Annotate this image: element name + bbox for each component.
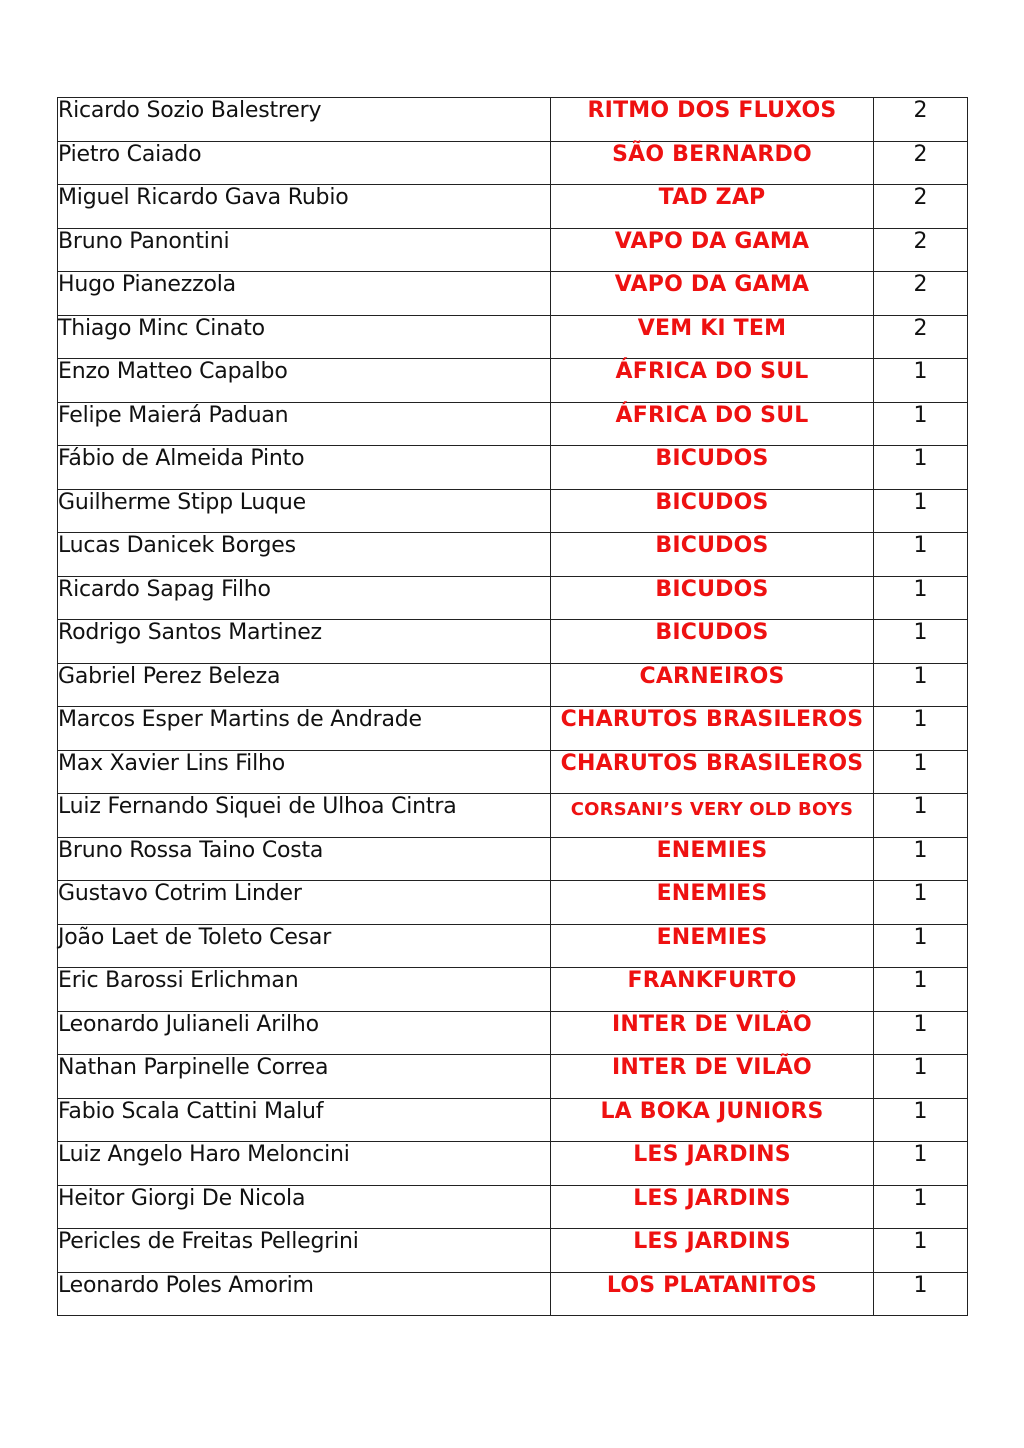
team-name-cell: LES JARDINS <box>551 1185 874 1229</box>
team-name-cell: BICUDOS <box>551 489 874 533</box>
team-name-cell: ENEMIES <box>551 924 874 968</box>
team-name-cell: TAD ZAP <box>551 185 874 229</box>
player-name-cell: Enzo Matteo Capalbo <box>58 359 551 403</box>
team-name-cell: LES JARDINS <box>551 1142 874 1186</box>
table-row <box>58 750 968 794</box>
table-row <box>58 359 968 403</box>
table-row <box>58 881 968 925</box>
goals-count-cell: 2 <box>874 141 968 185</box>
team-name-cell: FRANKFURTO <box>551 968 874 1012</box>
table-row <box>58 228 968 272</box>
goals-count-cell: 1 <box>874 1229 968 1273</box>
table-row <box>58 837 968 881</box>
team-name-cell: CHARUTOS BRASILEROS <box>551 707 874 751</box>
team-name-cell: ENEMIES <box>551 881 874 925</box>
player-name-cell: Miguel Ricardo Gava Rubio <box>58 185 551 229</box>
team-name-cell: INTER DE VILÃO <box>551 1011 874 1055</box>
goals-count-cell: 1 <box>874 402 968 446</box>
goals-count-cell: 1 <box>874 924 968 968</box>
goals-count-cell: 1 <box>874 359 968 403</box>
table-row <box>58 1185 968 1229</box>
goals-count-cell: 1 <box>874 1185 968 1229</box>
table-row <box>58 794 968 838</box>
team-name-cell: CHARUTOS BRASILEROS <box>551 750 874 794</box>
player-name-cell: Leonardo Poles Amorim <box>58 1272 551 1316</box>
player-name-cell: Ricardo Sozio Balestrery <box>58 98 551 142</box>
team-name-cell: LOS PLATANITOS <box>551 1272 874 1316</box>
team-name-cell: ÁFRICA DO SUL <box>551 402 874 446</box>
goals-count-cell: 1 <box>874 1011 968 1055</box>
team-name-cell: VEM KI TEM <box>551 315 874 359</box>
goals-count-cell: 1 <box>874 750 968 794</box>
goals-count-cell: 1 <box>874 489 968 533</box>
player-name-cell: Gustavo Cotrim Linder <box>58 881 551 925</box>
goals-count-cell: 2 <box>874 315 968 359</box>
team-name-cell: ENEMIES <box>551 837 874 881</box>
table-row <box>58 663 968 707</box>
player-name-cell: Bruno Rossa Taino Costa <box>58 837 551 881</box>
team-name-cell: SÃO BERNARDO <box>551 141 874 185</box>
goals-count-cell: 1 <box>874 620 968 664</box>
player-name-cell: Pericles de Freitas Pellegrini <box>58 1229 551 1273</box>
goals-count-cell: 1 <box>874 1055 968 1099</box>
team-name-cell: RITMO DOS FLUXOS <box>551 98 874 142</box>
team-name-cell: BICUDOS <box>551 576 874 620</box>
goals-count-cell: 2 <box>874 185 968 229</box>
team-name-cell: VAPO DA GAMA <box>551 228 874 272</box>
player-name-cell: João Laet de Toleto Cesar <box>58 924 551 968</box>
goals-count-cell: 1 <box>874 446 968 490</box>
goals-count-cell: 1 <box>874 663 968 707</box>
player-name-cell: Heitor Giorgi De Nicola <box>58 1185 551 1229</box>
table-row <box>58 98 968 142</box>
table-row <box>58 1055 968 1099</box>
table-row <box>58 446 968 490</box>
team-name-cell: LES JARDINS <box>551 1229 874 1273</box>
team-name-cell: VAPO DA GAMA <box>551 272 874 316</box>
goals-count-cell: 1 <box>874 1142 968 1186</box>
scorers-table <box>57 97 968 1316</box>
goals-count-cell: 2 <box>874 228 968 272</box>
team-name-cell: CARNEIROS <box>551 663 874 707</box>
goals-count-cell: 1 <box>874 881 968 925</box>
goals-count-cell: 1 <box>874 1272 968 1316</box>
table-row <box>58 707 968 751</box>
player-name-cell: Marcos Esper Martins de Andrade <box>58 707 551 751</box>
player-name-cell: Guilherme Stipp Luque <box>58 489 551 533</box>
table-row <box>58 489 968 533</box>
goals-count-cell: 1 <box>874 794 968 838</box>
goals-count-cell: 2 <box>874 272 968 316</box>
table-row <box>58 272 968 316</box>
goals-count-cell: 1 <box>874 968 968 1012</box>
player-name-cell: Eric Barossi Erlichman <box>58 968 551 1012</box>
table-row <box>58 1098 968 1142</box>
player-name-cell: Luiz Angelo Haro Meloncini <box>58 1142 551 1186</box>
table-row <box>58 315 968 359</box>
table-row <box>58 1229 968 1273</box>
player-name-cell: Luiz Fernando Siquei de Ulhoa Cintra <box>58 794 551 838</box>
player-name-cell: Fabio Scala Cattini Maluf <box>58 1098 551 1142</box>
table-row <box>58 185 968 229</box>
goals-count-cell: 1 <box>874 837 968 881</box>
player-name-cell: Pietro Caiado <box>58 141 551 185</box>
table-row <box>58 620 968 664</box>
player-name-cell: Nathan Parpinelle Correa <box>58 1055 551 1099</box>
player-name-cell: Fábio de Almeida Pinto <box>58 446 551 490</box>
table-row <box>58 576 968 620</box>
player-name-cell: Max Xavier Lins Filho <box>58 750 551 794</box>
player-name-cell: Gabriel Perez Beleza <box>58 663 551 707</box>
table-row <box>58 533 968 577</box>
table-row <box>58 1142 968 1186</box>
team-name-cell: BICUDOS <box>551 533 874 577</box>
table-row <box>58 402 968 446</box>
scorers-table-body <box>58 98 968 1316</box>
goals-count-cell: 1 <box>874 533 968 577</box>
goals-count-cell: 2 <box>874 98 968 142</box>
player-name-cell: Ricardo Sapag Filho <box>58 576 551 620</box>
team-name-cell: ÁFRICA DO SUL <box>551 359 874 403</box>
team-name-cell: BICUDOS <box>551 446 874 490</box>
team-name-cell: CORSANI’S VERY OLD BOYS <box>551 794 874 838</box>
table-row <box>58 1011 968 1055</box>
player-name-cell: Felipe Maierá Paduan <box>58 402 551 446</box>
table-row <box>58 924 968 968</box>
team-name-cell: INTER DE VILÃO <box>551 1055 874 1099</box>
player-name-cell: Rodrigo Santos Martinez <box>58 620 551 664</box>
player-name-cell: Lucas Danicek Borges <box>58 533 551 577</box>
table-row <box>58 1272 968 1316</box>
team-name-cell: LA BOKA JUNIORS <box>551 1098 874 1142</box>
goals-count-cell: 1 <box>874 576 968 620</box>
player-name-cell: Bruno Panontini <box>58 228 551 272</box>
team-name-cell: BICUDOS <box>551 620 874 664</box>
goals-count-cell: 1 <box>874 1098 968 1142</box>
goals-count-cell: 1 <box>874 707 968 751</box>
table-row <box>58 141 968 185</box>
table-row <box>58 968 968 1012</box>
player-name-cell: Thiago Minc Cinato <box>58 315 551 359</box>
player-name-cell: Hugo Pianezzola <box>58 272 551 316</box>
player-name-cell: Leonardo Julianeli Arilho <box>58 1011 551 1055</box>
